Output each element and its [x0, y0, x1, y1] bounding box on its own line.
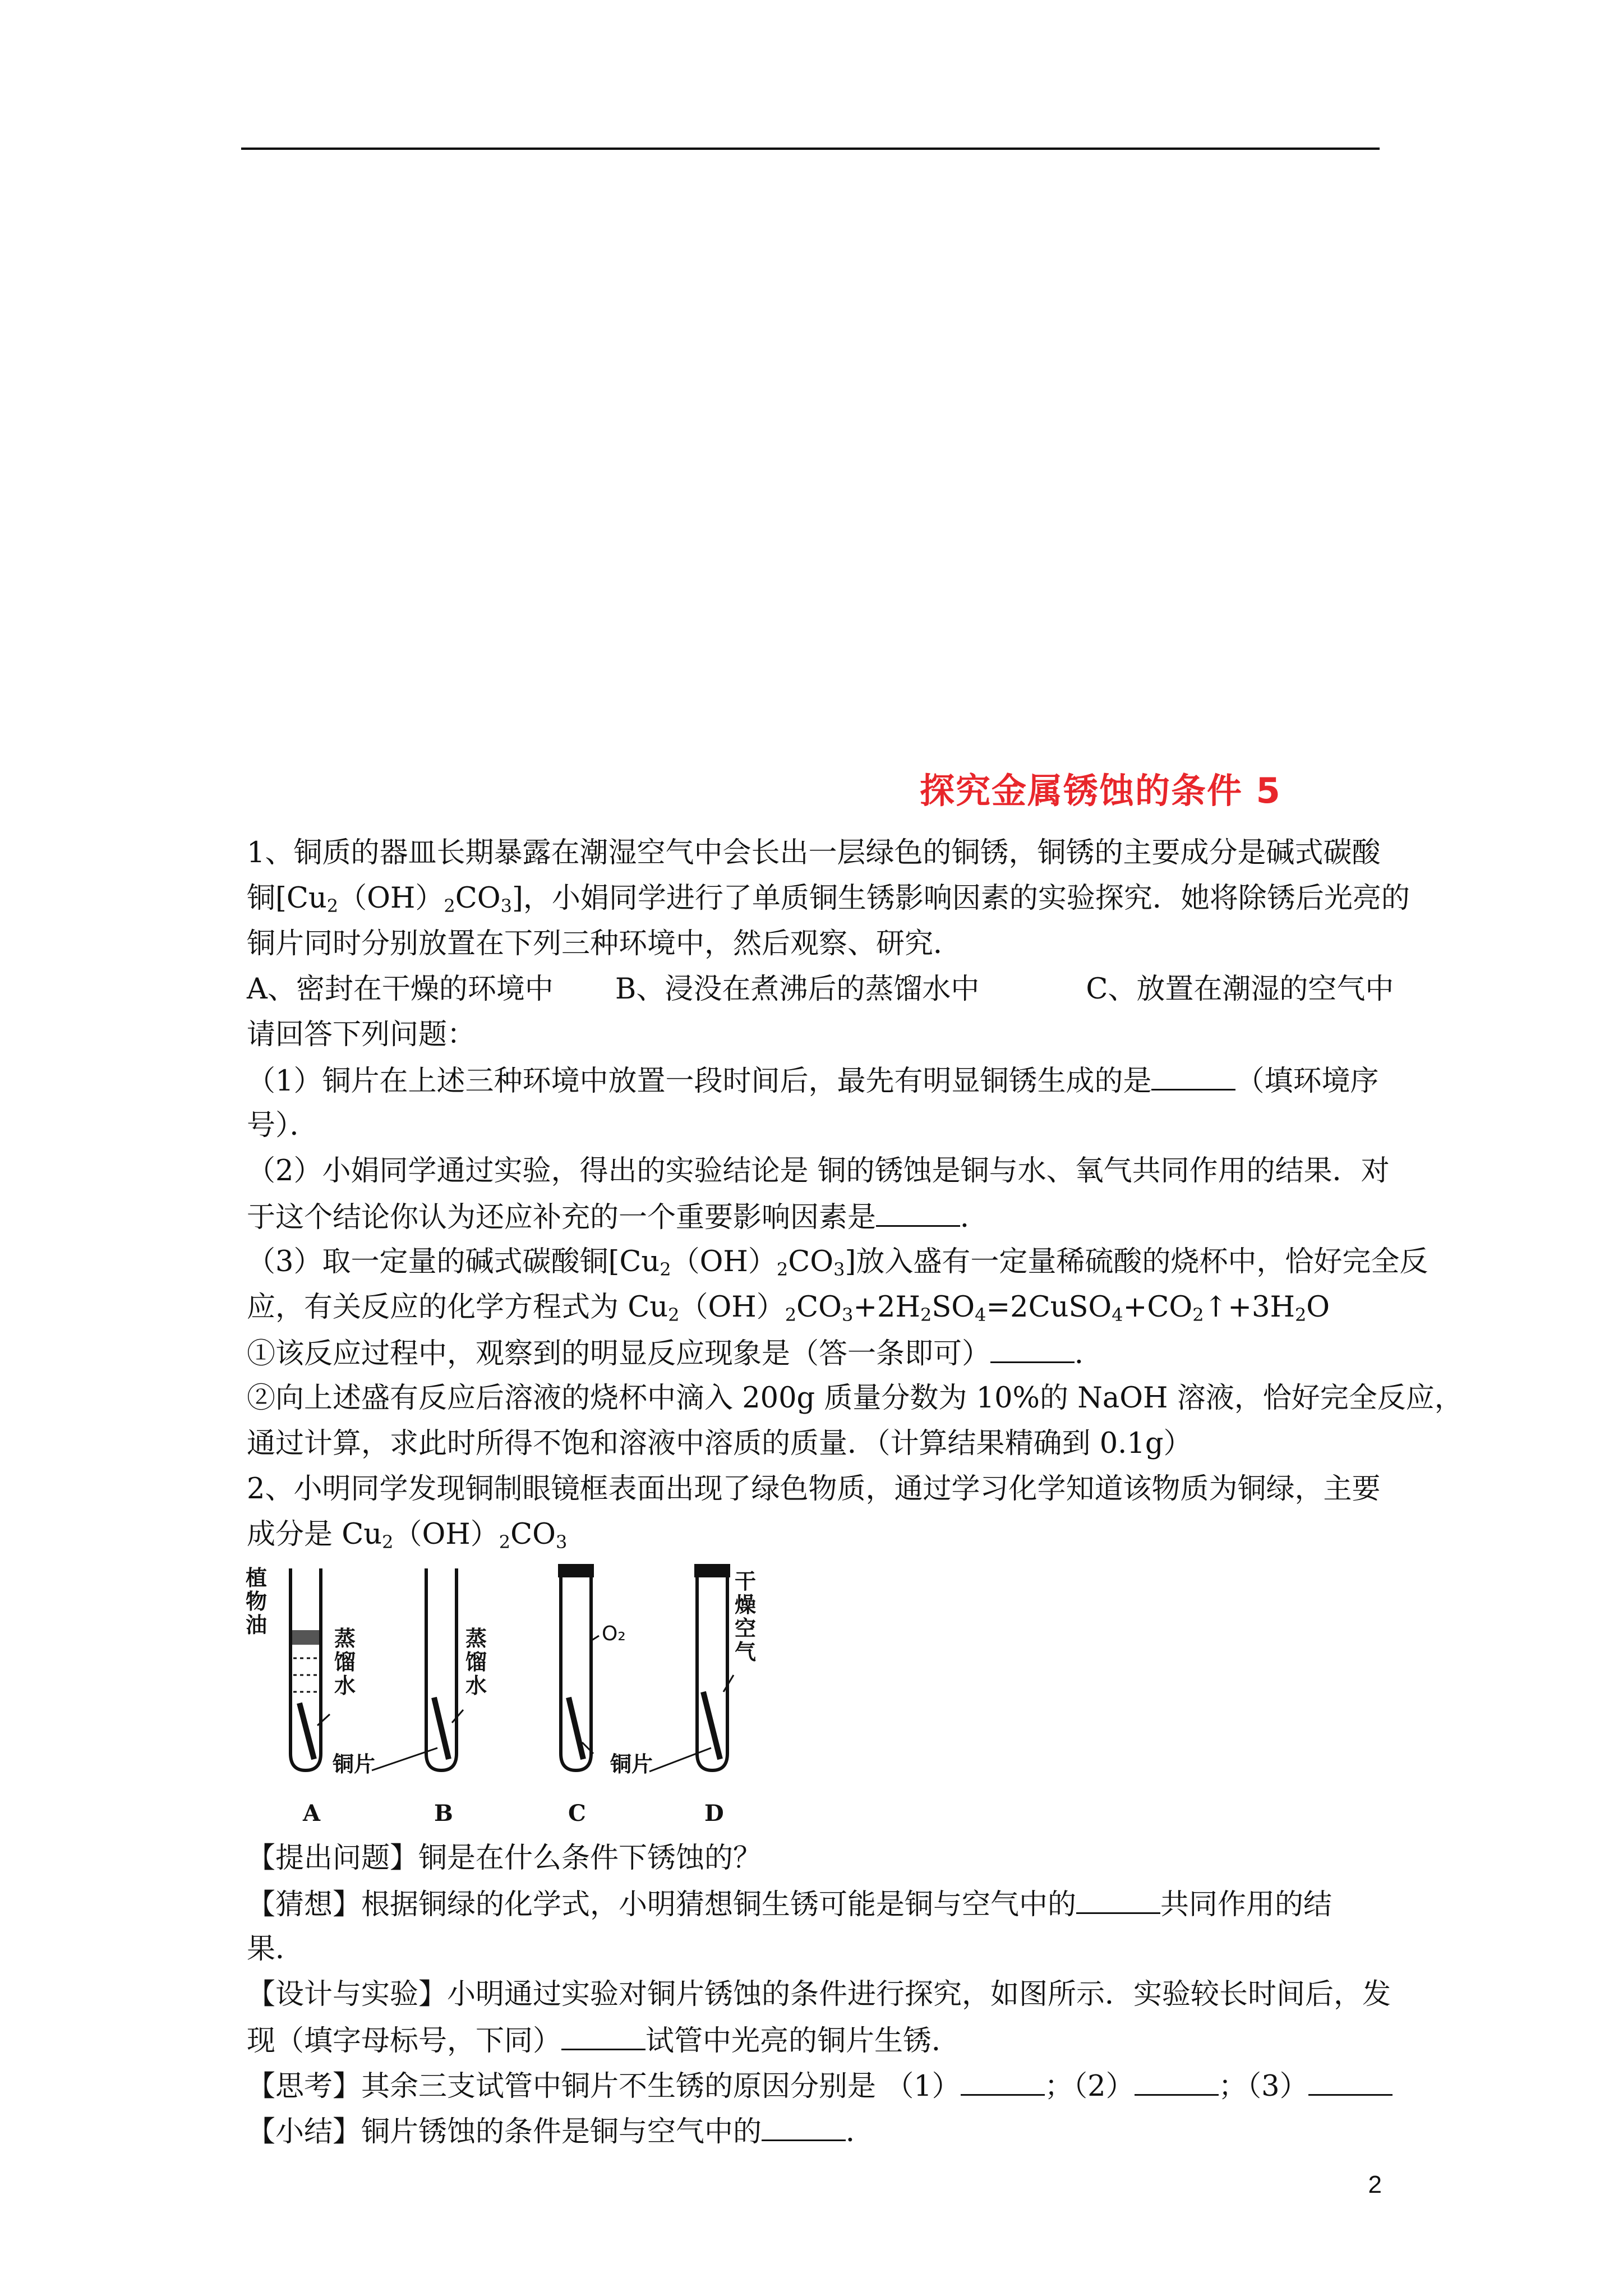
- q1-part1: （1）铜片在上述三种环境中放置一段时间后，最先有明显铜锈生成的是 （填环境序: [247, 1057, 1380, 1103]
- q2-summary: 【小结】铜片锈蚀的条件是铜与空气中的 ．: [247, 2108, 1380, 2154]
- q1-equation: 应，有关反应的化学方程式为 $Cu_2(OH)_2CO_3+2H_2SO_4=2CuSO_4+CO_2↑+3H_2O$: [247, 1291, 1330, 1326]
- svg-text:O₂: O₂: [602, 1622, 626, 1645]
- test-tube-a: [246, 1566, 356, 1826]
- copper-strip: [434, 1697, 449, 1759]
- q2-guess: 【猜想】根据铜绿的化学式，小明猜想铜生锈可能是铜与空气中的 共同作用的结: [247, 1881, 1380, 1926]
- answer-blank[interactable]: [762, 2108, 846, 2141]
- option-b: B、浸没在煮沸后的蒸馏水中: [615, 973, 980, 1006]
- svg-text:水: 水: [465, 1673, 487, 1698]
- svg-text:馏: 馏: [334, 1650, 356, 1674]
- q1-line-3: 铜片同时分别放置在下列三种环境中，然后观察、研究．: [247, 927, 962, 960]
- q2-guess-cont: 果．: [247, 1932, 305, 1966]
- option-c: C、放置在潮湿的空气中: [1086, 973, 1394, 1006]
- svg-text:A: A: [303, 1800, 321, 1826]
- q1-part2-cont: 于这个结论你认为还应补充的一个重要影响因素是 ．: [247, 1194, 1380, 1239]
- q1-part1-cont: 号）．: [247, 1109, 319, 1142]
- q1-prompt: 请回答下列问题：: [247, 1018, 476, 1051]
- page-number: 2: [1368, 2171, 1382, 2198]
- q1-part2: （2）小娟同学通过实验，得出的实验结论是 铜的锈蚀是铜与水、氧气共同作用的结果．对: [247, 1154, 1390, 1188]
- q1-line-1: 1、铜质的器皿长期暴露在潮湿空气中会长出一层绿色的铜锈，铜锈的主要成分是碱式碳酸: [247, 836, 1381, 869]
- q2-think: 【思考】其余三支试管中铜片不生锈的原因分别是 （1） ；（2） ；（3）: [247, 2063, 1380, 2108]
- svg-text:D: D: [704, 1800, 724, 1826]
- q1-line-2: 铜$[Cu_2(OH)_2CO_3]$，小娟同学进行了单质铜生锈影响因素的实验探究．她将除锈后光亮的: [247, 882, 1410, 917]
- option-a: A、密封在干燥的环境中: [247, 973, 554, 1006]
- copper-strip: [299, 1703, 314, 1759]
- q1-options: [247, 967, 1394, 1012]
- stopper: [694, 1564, 730, 1577]
- answer-blank[interactable]: [1151, 1057, 1235, 1091]
- svg-text:B: B: [434, 1800, 453, 1826]
- q1-sub2: ②向上述盛有反应后溶液的烧杯中滴入 200g 质量分数为 10%的 NaOH 溶液，恰好完全反应，: [247, 1382, 1463, 1415]
- svg-text:蒸: 蒸: [465, 1626, 487, 1651]
- stopper: [558, 1564, 594, 1577]
- svg-text:C: C: [568, 1800, 586, 1826]
- svg-text:空: 空: [735, 1616, 757, 1641]
- answer-blank[interactable]: [876, 1194, 960, 1227]
- svg-text:气: 气: [735, 1640, 757, 1664]
- q2-line-1: 2、小明同学发现铜制眼镜框表面出现了绿色物质，通过学习化学知道该物质为铜绿，主要: [247, 1473, 1381, 1506]
- test-tube-d: [610, 1564, 756, 1826]
- svg-text:馏: 馏: [465, 1650, 487, 1674]
- q2-design-cont: 现（填字母标号，下同） 试管中光亮的铜片生锈．: [247, 2017, 1380, 2063]
- svg-text:蒸: 蒸: [334, 1626, 356, 1651]
- svg-text:燥: 燥: [735, 1593, 757, 1617]
- document-body: [246, 830, 1463, 2154]
- q1-sub1: ①该反应过程中，观察到的明显反应现象是（答一条即可） ．: [247, 1330, 1380, 1375]
- answer-blank[interactable]: [961, 2063, 1045, 2096]
- svg-text:铜片: 铜片: [610, 1752, 653, 1777]
- answer-blank[interactable]: [1076, 1881, 1160, 1914]
- q2-design: 【设计与实验】小明通过实验对铜片锈蚀的条件进行探究，如图所示．实验较长时间后，发: [247, 1978, 1391, 2011]
- page-title: 探究金属锈蚀的条件 5: [920, 770, 1281, 811]
- answer-blank[interactable]: [561, 2017, 645, 2050]
- test-tube-figure: [240, 1563, 812, 1832]
- q1-sub2-cont: 通过计算，求此时所得不饱和溶液中溶质的质量．（计算结果精确到 0.1g）: [247, 1427, 1192, 1460]
- q2-line-2: 成分是 $Cu_2(OH)_2CO_3$: [247, 1518, 568, 1553]
- svg-text:油: 油: [246, 1613, 268, 1637]
- answer-blank[interactable]: [1135, 2063, 1219, 2096]
- copper-strip: [703, 1692, 720, 1759]
- answer-blank[interactable]: [1308, 2063, 1393, 2096]
- answer-blank[interactable]: [990, 1330, 1075, 1363]
- oil-layer: [292, 1630, 319, 1645]
- svg-text:植: 植: [246, 1566, 268, 1590]
- svg-text:物: 物: [246, 1589, 268, 1614]
- svg-text:铜片: 铜片: [333, 1752, 376, 1777]
- q2-ask: 【提出问题】铜是在什么条件下锈蚀的？: [247, 1842, 762, 1875]
- copper-strip: [569, 1697, 583, 1759]
- svg-text:干: 干: [735, 1569, 757, 1594]
- svg-text:水: 水: [334, 1673, 356, 1698]
- header-rule: [241, 148, 1380, 150]
- test-tube-c: [558, 1564, 626, 1826]
- q1-part3: （3）取一定量的碱式碳酸铜$[Cu_2(OH)_2CO_3]$放入盛有一定量稀硫酸的烧杯中，恰好完全反: [247, 1245, 1428, 1280]
